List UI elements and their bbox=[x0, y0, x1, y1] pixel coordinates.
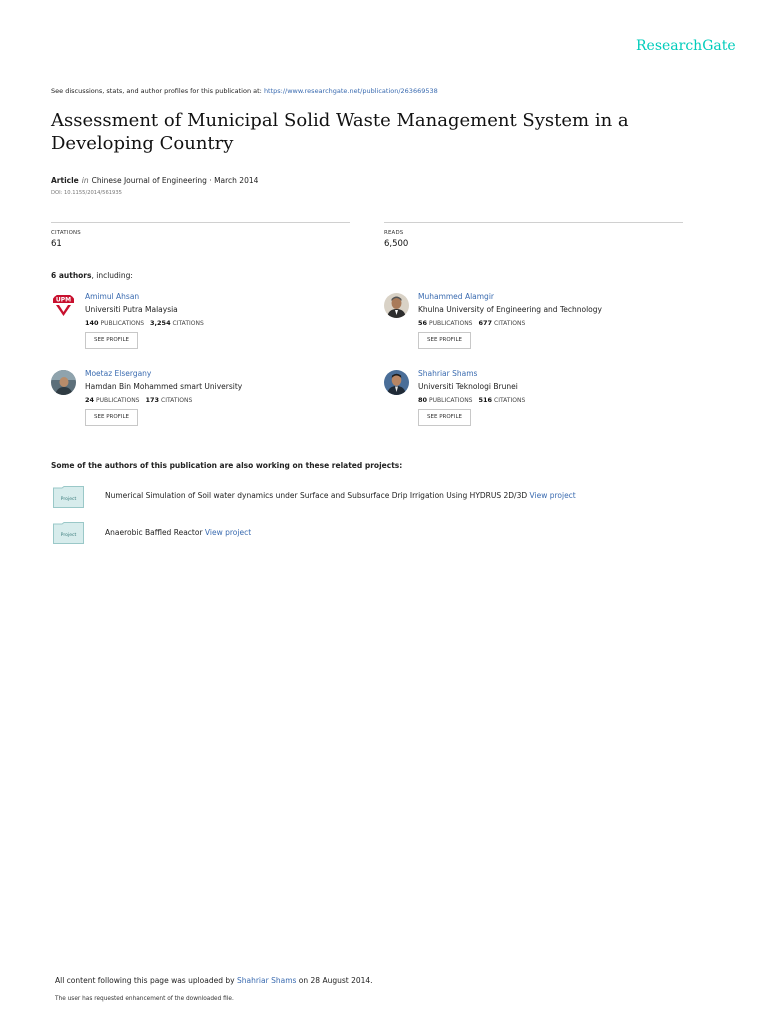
citations-label: CITATIONS bbox=[51, 230, 81, 236]
related-projects-heading: Some of the authors of this publication are also working on these related projects: bbox=[51, 461, 403, 470]
author-card bbox=[51, 293, 371, 359]
journal-name: Chinese Journal of Engineering bbox=[91, 176, 207, 185]
citations-count: 173 bbox=[145, 396, 160, 404]
project-icon-label: Project bbox=[60, 533, 77, 538]
paper-title: Assessment of Municipal Solid Waste Management System in a Developing Country bbox=[51, 110, 629, 154]
upload-notice bbox=[55, 976, 373, 985]
author-stats bbox=[85, 396, 192, 404]
uploader-link[interactable]: Shahriar Shams bbox=[236, 976, 297, 985]
citations-value: 61 bbox=[51, 239, 62, 249]
reads-divider bbox=[384, 222, 683, 223]
authors-heading bbox=[51, 271, 133, 280]
author-institution: Khulna University of Engineering and Technology bbox=[418, 305, 602, 314]
author-name[interactable]: Muhammed Alamgir bbox=[418, 292, 494, 301]
author-card bbox=[51, 370, 371, 436]
author-institution: Hamdan Bin Mohammed smart University bbox=[85, 382, 243, 391]
discussion-line bbox=[51, 87, 438, 95]
publication-link[interactable]: https://www.researchgate.net/publication/263669538 bbox=[263, 87, 438, 95]
project-icon-label: Project bbox=[60, 497, 77, 502]
person-photo-avatar[interactable] bbox=[51, 370, 76, 395]
author-name[interactable]: Moetaz Elsergany bbox=[85, 369, 152, 378]
reads-value: 6,500 bbox=[384, 239, 409, 249]
publications-count: 56 bbox=[418, 319, 428, 327]
in-word: in bbox=[81, 176, 89, 185]
author-institution: Universiti Teknologi Brunei bbox=[418, 382, 518, 391]
author-institution: Universiti Putra Malaysia bbox=[85, 305, 178, 314]
author-card bbox=[384, 370, 704, 436]
article-type: Article bbox=[51, 176, 79, 185]
publications-count: 140 bbox=[85, 319, 99, 327]
upload-prefix: All content following this page was uploaded by bbox=[55, 976, 235, 985]
publications-count: 24 bbox=[85, 396, 95, 404]
reads-label: READS bbox=[384, 230, 404, 236]
citations-label: CITATIONS bbox=[494, 320, 526, 327]
project-title: Anaerobic Baffled Reactor bbox=[105, 528, 203, 537]
citations-label: CITATIONS bbox=[494, 397, 526, 404]
publication-date: March 2014 bbox=[214, 176, 259, 185]
authors-count: 6 authors bbox=[51, 271, 92, 280]
see-profile-button[interactable]: SEE PROFILE bbox=[418, 332, 471, 349]
see-profile-button[interactable]: SEE PROFILE bbox=[418, 409, 471, 426]
publications-label: PUBLICATIONS bbox=[428, 397, 473, 404]
author-name[interactable]: Shahriar Shams bbox=[418, 369, 478, 378]
paper-meta bbox=[51, 176, 258, 185]
citations-count: 3,254 bbox=[150, 319, 171, 327]
citations-label: CITATIONS bbox=[172, 320, 204, 327]
svg-text:UPM: UPM bbox=[55, 296, 72, 304]
citations-label: CITATIONS bbox=[161, 397, 193, 404]
publications-count: 80 bbox=[418, 396, 428, 404]
see-profile-button[interactable]: SEE PROFILE bbox=[85, 332, 138, 349]
author-stats bbox=[418, 396, 525, 404]
researchgate-logo[interactable]: ResearchGate bbox=[636, 38, 736, 54]
project-folder-icon[interactable] bbox=[53, 486, 84, 506]
discussion-prefix: See discussions, stats, and author profiles for this publication at: bbox=[51, 87, 262, 95]
citations-divider bbox=[51, 222, 350, 223]
doi: DOI: 10.1155/2014/561935 bbox=[51, 190, 122, 196]
citations-count: 516 bbox=[478, 396, 493, 404]
authors-suffix: , including: bbox=[91, 271, 133, 280]
publications-label: PUBLICATIONS bbox=[428, 320, 473, 327]
project-item bbox=[105, 491, 576, 500]
see-profile-button[interactable]: SEE PROFILE bbox=[85, 409, 138, 426]
author-stats bbox=[85, 319, 204, 327]
publications-label: PUBLICATIONS bbox=[100, 320, 145, 327]
date-separator: · bbox=[206, 176, 215, 185]
enhancement-notice: The user has requested enhancement of the downloaded file. bbox=[55, 996, 234, 1002]
author-card bbox=[384, 293, 704, 359]
project-item bbox=[105, 528, 251, 537]
view-project-link[interactable]: View project bbox=[529, 491, 576, 500]
upload-date: on 28 August 2014. bbox=[298, 976, 373, 985]
project-title: Numerical Simulation of Soil water dynamics under Surface and Subsurface Drip Irrigation Using HYDRUS 2D/3D bbox=[105, 491, 528, 500]
author-name[interactable]: Amimul Ahsan bbox=[85, 292, 140, 301]
person-photo-avatar[interactable] bbox=[384, 370, 409, 395]
project-folder-icon[interactable] bbox=[53, 522, 84, 542]
view-project-link[interactable]: View project bbox=[204, 528, 252, 537]
university-logo-avatar[interactable] bbox=[51, 293, 76, 318]
author-stats bbox=[418, 319, 525, 327]
publications-label: PUBLICATIONS bbox=[95, 397, 140, 404]
citations-count: 677 bbox=[478, 319, 493, 327]
person-photo-avatar[interactable] bbox=[384, 293, 409, 318]
